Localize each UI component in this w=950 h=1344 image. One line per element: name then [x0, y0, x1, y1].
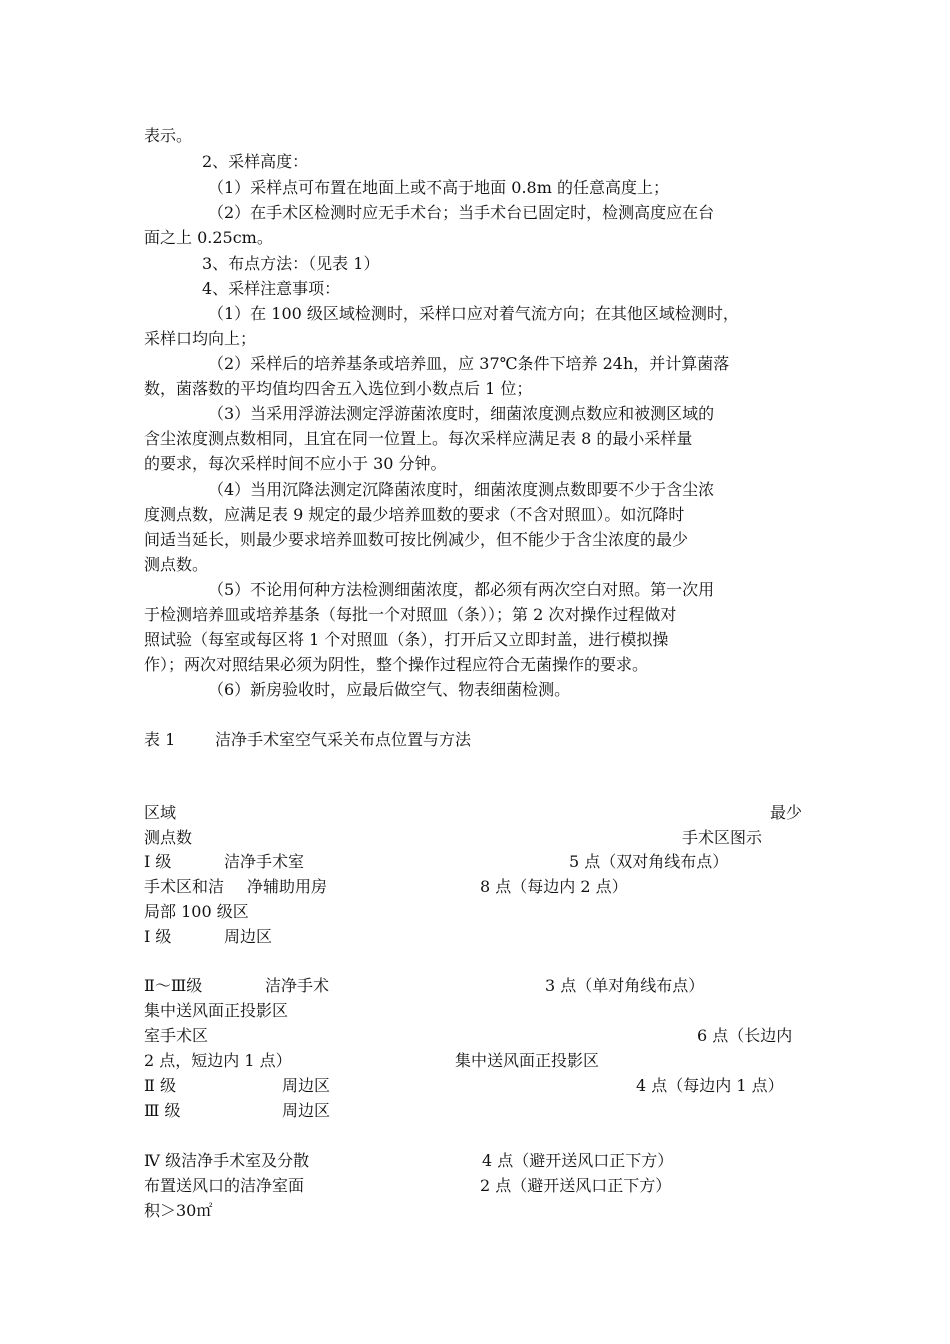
section-heading: 3、布点方法：（见表 1）	[202, 254, 380, 273]
table-cell: Ⅲ 级	[144, 1101, 181, 1120]
paragraph-line: （2）在手术区检测时应无手术台；当手术台已固定时，检测高度应在台	[208, 203, 715, 222]
paragraph-line: （5）不论用何种方法检测细菌浓度，都必须有两次空白对照。第一次用	[208, 580, 715, 599]
table-title: 洁净手术室空气采关布点位置与方法	[215, 730, 472, 749]
table-cell: Ⅳ 级洁净手术室及分散	[144, 1151, 310, 1170]
paragraph-line: （1）采样点可布置在地面上或不高于地面 0.8m 的任意高度上；	[208, 178, 669, 197]
table-cell: 4 点（避开送风口正下方）	[482, 1151, 674, 1170]
paragraph-line: （2）采样后的培养基条或培养皿，应 37℃条件下培养 24h，并计算菌落	[208, 354, 730, 373]
paragraph-line: 测点数。	[144, 555, 209, 574]
paragraph-line: 面之上 0.25cm。	[144, 228, 273, 247]
paragraph-line: （6）新房验收时，应最后做空气、物表细菌检测。	[208, 680, 571, 699]
table-cell: 手术区和洁	[144, 877, 225, 896]
paragraph-line: 间适当延长，则最少要求培养皿数可按比例减少，但不能少于含尘浓度的最少	[144, 530, 689, 549]
table-cell: 室手术区	[144, 1026, 209, 1045]
paragraph-line: 的要求，每次采样时间不应小于 30 分钟。	[144, 454, 447, 473]
paragraph-line: 作）；两次对照结果必须为阴性，整个操作过程应符合无菌操作的要求。	[144, 655, 649, 674]
table-cell: 测点数	[144, 828, 193, 847]
table-cell: 洁净手术室	[224, 852, 305, 871]
paragraph-line: （1）在 100 级区域检测时，采样口应对着气流方向；在其他区域检测时，	[208, 304, 739, 323]
table-cell: 区域	[144, 803, 177, 822]
table-cell: 局部 100 级区	[144, 902, 249, 921]
table-cell: 周边区	[282, 1101, 331, 1120]
table-cell: 3 点（单对角线布点）	[545, 976, 705, 995]
table-cell: 集中送风面正投影区	[144, 1001, 289, 1020]
paragraph-line: 于检测培养皿或培养基条（每批一个对照皿（条））；第 2 次对操作过程做对	[144, 605, 677, 624]
paragraph-line: 表示。	[144, 126, 193, 145]
paragraph-line: （3）当采用浮游法测定浮游菌浓度时，细菌浓度测点数应和被测区域的	[208, 404, 715, 423]
paragraph-line: 数，菌落数的平均值均四舍五入选位到小数点后 1 位；	[144, 379, 533, 398]
table-cell: 2 点（避开送风口正下方）	[480, 1176, 672, 1195]
table-cell: 2 点，短边内 1 点）	[144, 1051, 292, 1070]
table-cell: 布置送风口的洁净室面	[144, 1176, 305, 1195]
paragraph-line: 含尘浓度测点数相同，且宜在同一位置上。每次采样应满足表 8 的最小采样量	[144, 429, 693, 448]
table-cell: Ⅱ～Ⅲ级	[144, 976, 203, 995]
table-cell: 手术区图示	[682, 828, 763, 847]
table-cell: Ⅰ 级	[144, 852, 172, 871]
table-title-label: 表 1	[144, 730, 176, 749]
section-heading: 4、采样注意事项：	[202, 279, 341, 298]
table-cell: 最少	[770, 803, 803, 822]
table-cell: 周边区	[224, 927, 273, 946]
table-cell: 集中送风面正投影区	[455, 1051, 600, 1070]
section-heading: 2、采样高度：	[202, 152, 309, 171]
paragraph-line: 采样口均向上；	[144, 329, 257, 348]
table-cell: 5 点（双对角线布点）	[569, 852, 729, 871]
paragraph-line: （4）当用沉降法测定沉降菌浓度时，细菌浓度测点数即要不少于含尘浓	[208, 480, 715, 499]
table-cell: 洁净手术	[265, 976, 330, 995]
table-cell: Ⅱ 级	[144, 1076, 176, 1095]
table-cell: 净辅助用房	[247, 877, 328, 896]
table-cell: 积＞30㎡	[144, 1201, 213, 1220]
table-cell: Ⅰ 级	[144, 927, 172, 946]
table-cell: 8 点（每边内 2 点）	[480, 877, 628, 896]
paragraph-line: 度测点数，应满足表 9 规定的最少培养皿数的要求（不含对照皿）。如沉降时	[144, 505, 685, 524]
paragraph-line: 照试验（每室或每区将 1 个对照皿（条），打开后又立即封盖，进行模拟操	[144, 630, 669, 649]
table-cell: 周边区	[282, 1076, 331, 1095]
table-cell: 6 点（长边内	[697, 1026, 793, 1045]
table-cell: 4 点（每边内 1 点）	[636, 1076, 784, 1095]
